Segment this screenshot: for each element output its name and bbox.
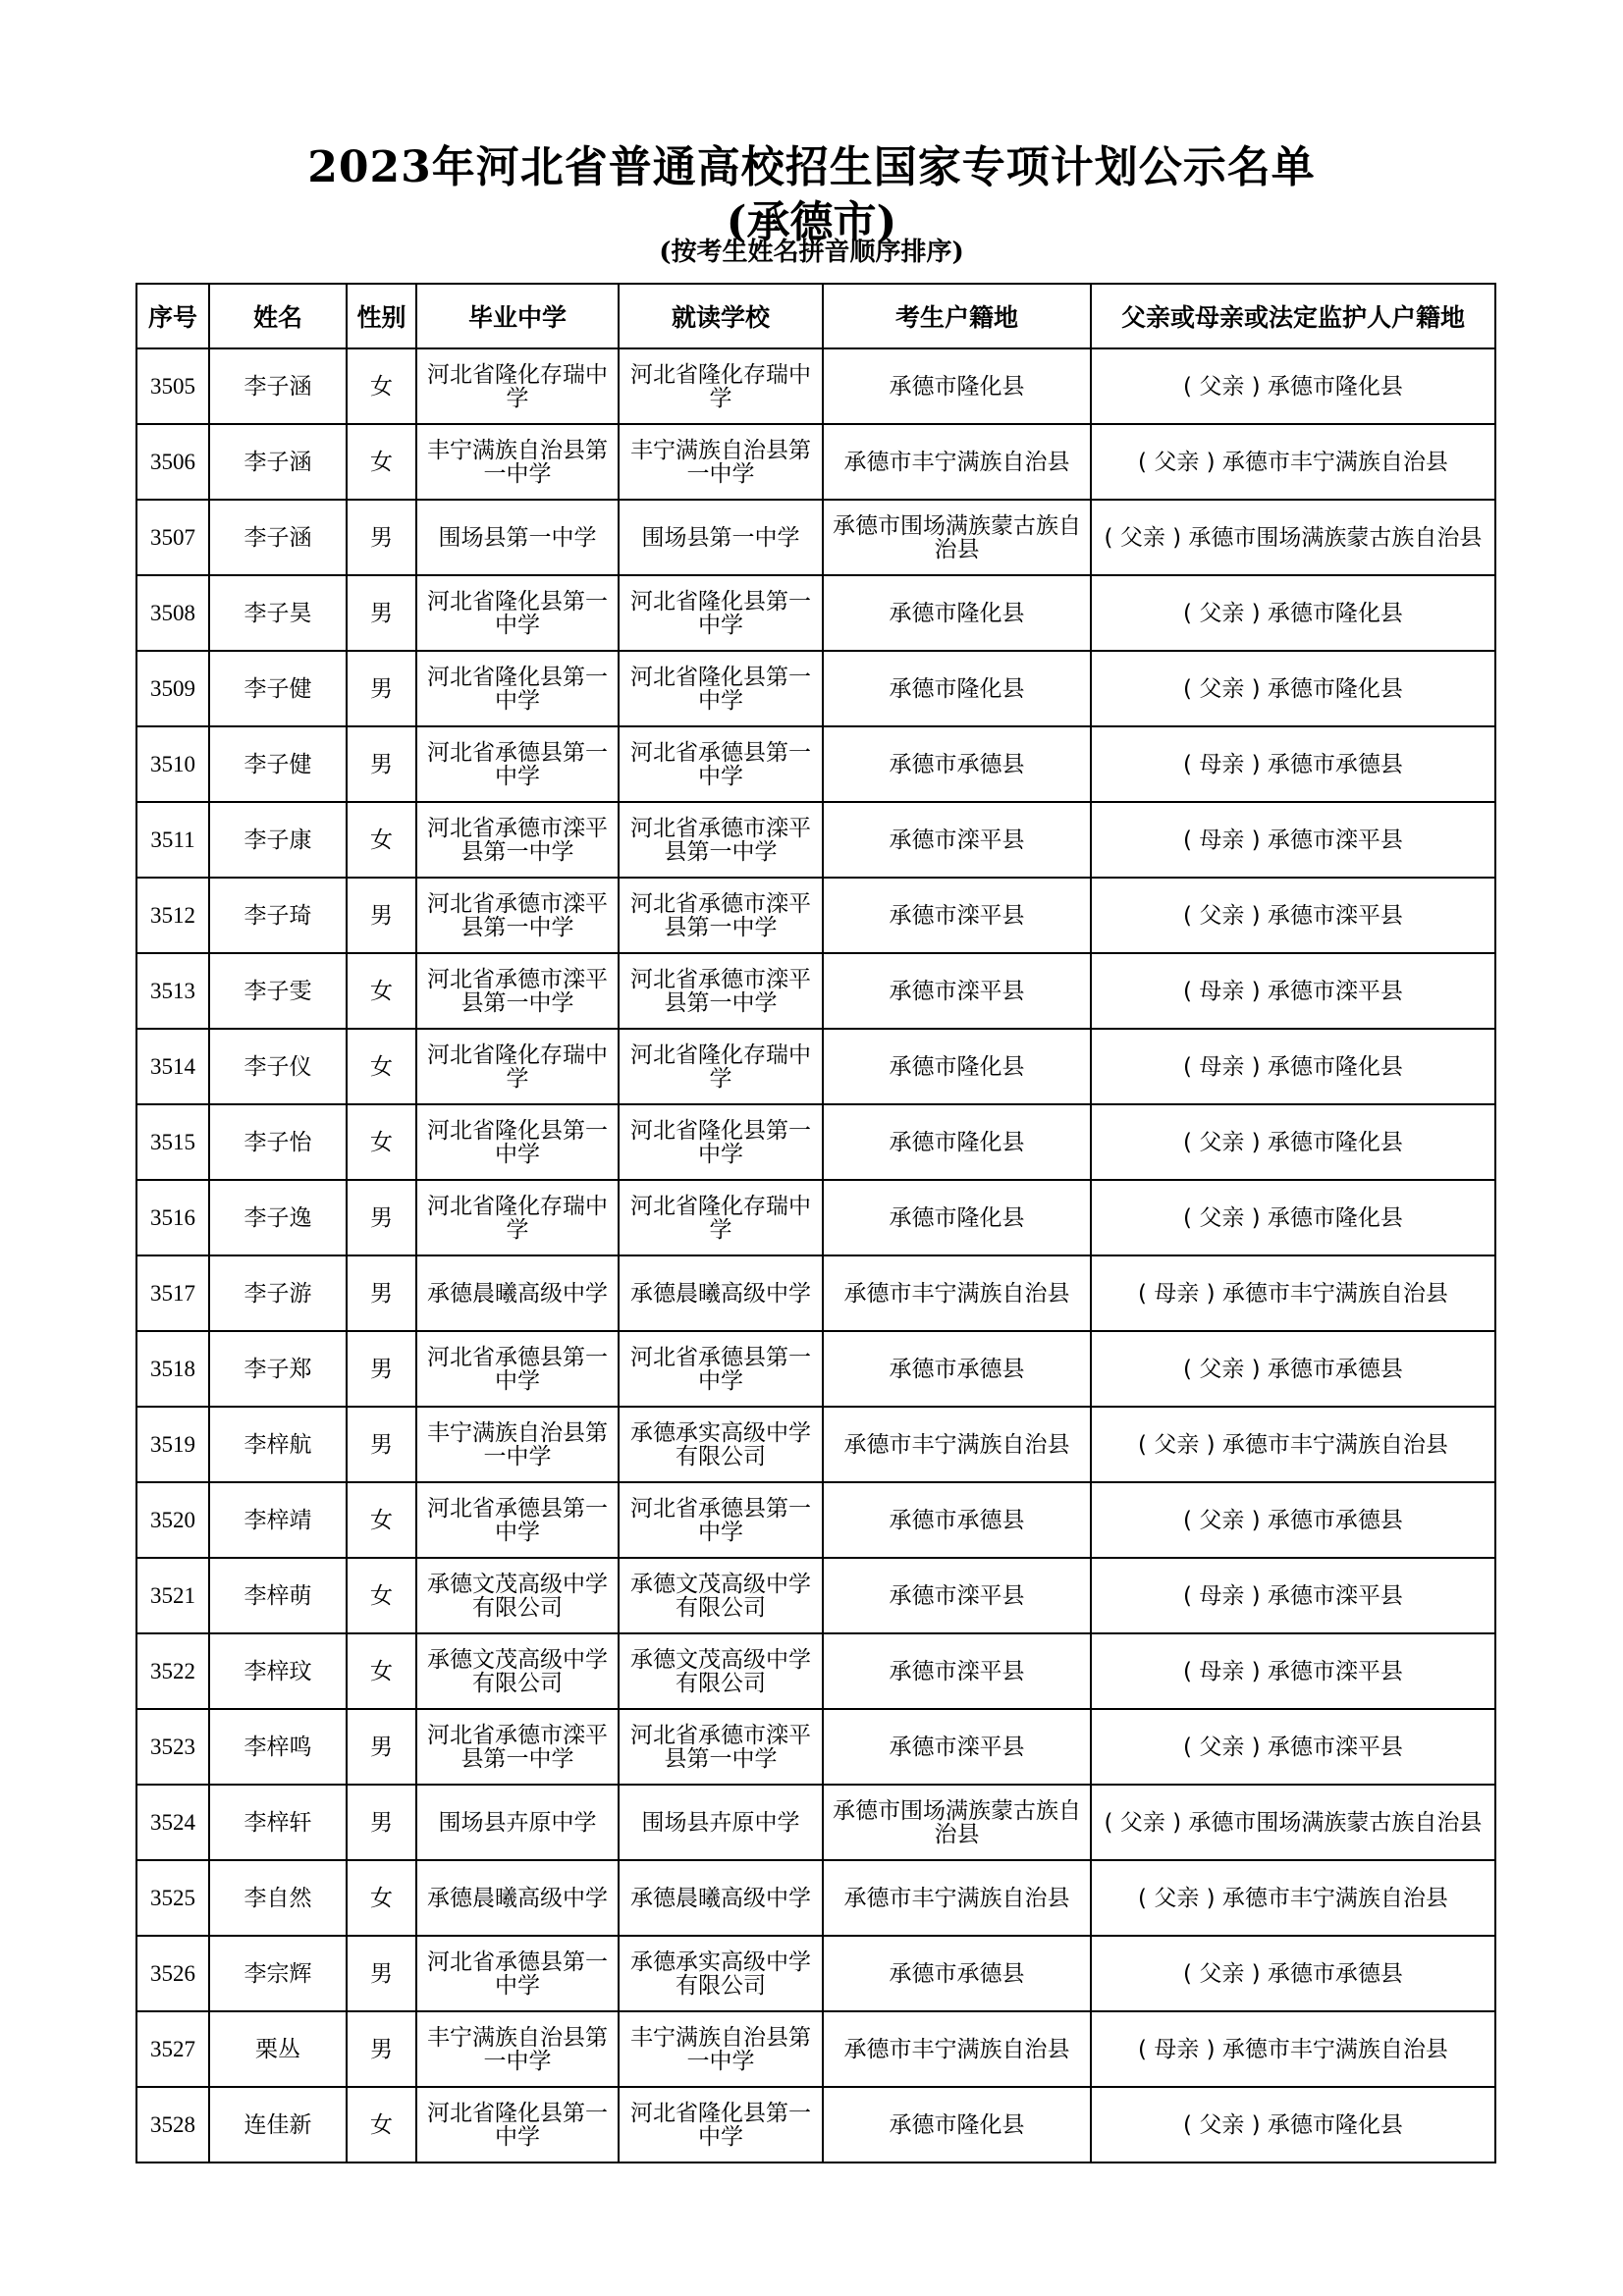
cell-guardian-hukou: ( 父亲 ) 承德市隆化县 bbox=[1091, 1180, 1495, 1255]
cell-name: 李子仪 bbox=[209, 1029, 347, 1104]
cell-guardian-hukou: ( 母亲 ) 承德市丰宁满族自治县 bbox=[1091, 1255, 1495, 1331]
cell-current-school: 河北省承德市滦平县第一中学 bbox=[619, 953, 823, 1029]
cell-index: 3508 bbox=[136, 575, 209, 651]
cell-current-school: 河北省承德县第一中学 bbox=[619, 1482, 823, 1558]
cell-gender: 男 bbox=[347, 878, 416, 953]
table-row bbox=[136, 802, 1495, 878]
cell-graduated-school: 河北省隆化存瑞中学 bbox=[416, 1180, 619, 1255]
cell-current-school: 河北省隆化县第一中学 bbox=[619, 575, 823, 651]
cell-student-hukou: 承德市隆化县 bbox=[823, 1180, 1091, 1255]
cell-name: 李梓靖 bbox=[209, 1482, 347, 1558]
column-header-current-school: 就读学校 bbox=[619, 284, 823, 348]
cell-current-school: 丰宁满族自治县第一中学 bbox=[619, 424, 823, 500]
cell-guardian-hukou: ( 父亲 ) 承德市滦平县 bbox=[1091, 1709, 1495, 1785]
cell-current-school: 河北省承德市滦平县第一中学 bbox=[619, 1709, 823, 1785]
cell-guardian-hukou: ( 父亲 ) 承德市滦平县 bbox=[1091, 878, 1495, 953]
column-header-student-hukou: 考生户籍地 bbox=[823, 284, 1091, 348]
table-header-row bbox=[136, 284, 1495, 348]
cell-student-hukou: 承德市承德县 bbox=[823, 1482, 1091, 1558]
cell-student-hukou: 承德市丰宁满族自治县 bbox=[823, 1407, 1091, 1482]
table-row bbox=[136, 500, 1495, 575]
cell-graduated-school: 河北省隆化存瑞中学 bbox=[416, 348, 619, 424]
cell-gender: 女 bbox=[347, 1104, 416, 1180]
cell-gender: 男 bbox=[347, 500, 416, 575]
cell-index: 3509 bbox=[136, 651, 209, 726]
cell-current-school: 围场县卉原中学 bbox=[619, 1785, 823, 1860]
cell-guardian-hukou: ( 父亲 ) 承德市承德县 bbox=[1091, 1936, 1495, 2011]
table-row bbox=[136, 1785, 1495, 1860]
table-row bbox=[136, 878, 1495, 953]
table-row bbox=[136, 575, 1495, 651]
cell-current-school: 河北省承德县第一中学 bbox=[619, 726, 823, 802]
table-row bbox=[136, 2011, 1495, 2087]
cell-name: 李自然 bbox=[209, 1860, 347, 1936]
table-row bbox=[136, 348, 1495, 424]
cell-student-hukou: 承德市承德县 bbox=[823, 1936, 1091, 2011]
cell-gender: 女 bbox=[347, 953, 416, 1029]
cell-current-school: 河北省隆化县第一中学 bbox=[619, 2087, 823, 2163]
cell-index: 3510 bbox=[136, 726, 209, 802]
cell-guardian-hukou: ( 父亲 ) 承德市围场满族蒙古族自治县 bbox=[1091, 1785, 1495, 1860]
cell-student-hukou: 承德市滦平县 bbox=[823, 802, 1091, 878]
cell-index: 3527 bbox=[136, 2011, 209, 2087]
cell-guardian-hukou: ( 父亲 ) 承德市隆化县 bbox=[1091, 348, 1495, 424]
cell-name: 李子游 bbox=[209, 1255, 347, 1331]
cell-name: 李梓玟 bbox=[209, 1633, 347, 1709]
cell-name: 李梓鸣 bbox=[209, 1709, 347, 1785]
table-row bbox=[136, 1255, 1495, 1331]
cell-current-school: 河北省隆化存瑞中学 bbox=[619, 1029, 823, 1104]
cell-index: 3513 bbox=[136, 953, 209, 1029]
cell-current-school: 河北省承德县第一中学 bbox=[619, 1331, 823, 1407]
roster-table bbox=[135, 283, 1496, 2163]
sort-note: (按考生姓名拼音顺序排序) bbox=[659, 238, 964, 267]
table-body bbox=[136, 348, 1495, 2163]
cell-index: 3518 bbox=[136, 1331, 209, 1407]
cell-index: 3528 bbox=[136, 2087, 209, 2163]
cell-index: 3526 bbox=[136, 1936, 209, 2011]
cell-guardian-hukou: ( 母亲 ) 承德市滦平县 bbox=[1091, 802, 1495, 878]
cell-student-hukou: 承德市隆化县 bbox=[823, 1029, 1091, 1104]
cell-name: 李子昊 bbox=[209, 575, 347, 651]
cell-gender: 女 bbox=[347, 1029, 416, 1104]
table-row bbox=[136, 2087, 1495, 2163]
column-header-name: 姓名 bbox=[209, 284, 347, 348]
column-header-guardian-hukou: 父亲或母亲或法定监护人户籍地 bbox=[1091, 284, 1495, 348]
cell-student-hukou: 承德市滦平县 bbox=[823, 1633, 1091, 1709]
cell-name: 李子健 bbox=[209, 726, 347, 802]
cell-index: 3507 bbox=[136, 500, 209, 575]
cell-current-school: 河北省隆化县第一中学 bbox=[619, 651, 823, 726]
cell-current-school: 河北省隆化县第一中学 bbox=[619, 1104, 823, 1180]
cell-guardian-hukou: ( 父亲 ) 承德市围场满族蒙古族自治县 bbox=[1091, 500, 1495, 575]
cell-gender: 男 bbox=[347, 1936, 416, 2011]
cell-name: 栗丛 bbox=[209, 2011, 347, 2087]
cell-graduated-school: 河北省隆化县第一中学 bbox=[416, 651, 619, 726]
cell-student-hukou: 承德市承德县 bbox=[823, 726, 1091, 802]
cell-student-hukou: 承德市滦平县 bbox=[823, 953, 1091, 1029]
cell-gender: 男 bbox=[347, 1709, 416, 1785]
cell-index: 3512 bbox=[136, 878, 209, 953]
table-row bbox=[136, 1633, 1495, 1709]
cell-student-hukou: 承德市隆化县 bbox=[823, 651, 1091, 726]
cell-name: 李子康 bbox=[209, 802, 347, 878]
column-header-gender: 性别 bbox=[347, 284, 416, 348]
cell-name: 李子健 bbox=[209, 651, 347, 726]
cell-gender: 女 bbox=[347, 1558, 416, 1633]
cell-graduated-school: 河北省隆化县第一中学 bbox=[416, 1104, 619, 1180]
cell-student-hukou: 承德市隆化县 bbox=[823, 575, 1091, 651]
cell-gender: 男 bbox=[347, 1785, 416, 1860]
cell-name: 李宗辉 bbox=[209, 1936, 347, 2011]
cell-graduated-school: 丰宁满族自治县第一中学 bbox=[416, 1407, 619, 1482]
cell-graduated-school: 河北省承德县第一中学 bbox=[416, 1482, 619, 1558]
cell-current-school: 丰宁满族自治县第一中学 bbox=[619, 2011, 823, 2087]
cell-name: 李子琦 bbox=[209, 878, 347, 953]
table-row bbox=[136, 1180, 1495, 1255]
table-row bbox=[136, 1482, 1495, 1558]
cell-student-hukou: 承德市承德县 bbox=[823, 1331, 1091, 1407]
cell-name: 李梓航 bbox=[209, 1407, 347, 1482]
cell-gender: 女 bbox=[347, 802, 416, 878]
cell-graduated-school: 承德文茂高级中学有限公司 bbox=[416, 1633, 619, 1709]
cell-name: 李梓萌 bbox=[209, 1558, 347, 1633]
cell-student-hukou: 承德市丰宁满族自治县 bbox=[823, 1860, 1091, 1936]
cell-graduated-school: 河北省承德市滦平县第一中学 bbox=[416, 802, 619, 878]
table-row bbox=[136, 1104, 1495, 1180]
cell-graduated-school: 河北省隆化县第一中学 bbox=[416, 575, 619, 651]
cell-index: 3516 bbox=[136, 1180, 209, 1255]
cell-guardian-hukou: ( 父亲 ) 承德市丰宁满族自治县 bbox=[1091, 1407, 1495, 1482]
cell-gender: 男 bbox=[347, 651, 416, 726]
cell-gender: 男 bbox=[347, 1180, 416, 1255]
cell-name: 李子雯 bbox=[209, 953, 347, 1029]
cell-gender: 男 bbox=[347, 1255, 416, 1331]
cell-graduated-school: 河北省隆化存瑞中学 bbox=[416, 1029, 619, 1104]
cell-student-hukou: 承德市隆化县 bbox=[823, 1104, 1091, 1180]
cell-index: 3506 bbox=[136, 424, 209, 500]
cell-graduated-school: 围场县第一中学 bbox=[416, 500, 619, 575]
cell-graduated-school: 围场县卉原中学 bbox=[416, 1785, 619, 1860]
table-row bbox=[136, 726, 1495, 802]
cell-current-school: 承德晨曦高级中学 bbox=[619, 1255, 823, 1331]
cell-index: 3519 bbox=[136, 1407, 209, 1482]
cell-current-school: 承德承实高级中学有限公司 bbox=[619, 1407, 823, 1482]
cell-current-school: 河北省隆化存瑞中学 bbox=[619, 1180, 823, 1255]
cell-gender: 男 bbox=[347, 575, 416, 651]
cell-gender: 女 bbox=[347, 424, 416, 500]
column-header-graduated-school: 毕业中学 bbox=[416, 284, 619, 348]
cell-name: 李子怡 bbox=[209, 1104, 347, 1180]
cell-current-school: 承德晨曦高级中学 bbox=[619, 1860, 823, 1936]
cell-index: 3514 bbox=[136, 1029, 209, 1104]
cell-graduated-school: 丰宁满族自治县第一中学 bbox=[416, 2011, 619, 2087]
cell-graduated-school: 承德晨曦高级中学 bbox=[416, 1255, 619, 1331]
cell-current-school: 围场县第一中学 bbox=[619, 500, 823, 575]
cell-name: 李子逸 bbox=[209, 1180, 347, 1255]
cell-index: 3521 bbox=[136, 1558, 209, 1633]
table-row bbox=[136, 1709, 1495, 1785]
cell-guardian-hukou: ( 母亲 ) 承德市丰宁满族自治县 bbox=[1091, 2011, 1495, 2087]
cell-current-school: 承德承实高级中学有限公司 bbox=[619, 1936, 823, 2011]
cell-guardian-hukou: ( 父亲 ) 承德市隆化县 bbox=[1091, 2087, 1495, 2163]
cell-gender: 男 bbox=[347, 2011, 416, 2087]
table-row bbox=[136, 1860, 1495, 1936]
table-row bbox=[136, 424, 1495, 500]
cell-guardian-hukou: ( 父亲 ) 承德市隆化县 bbox=[1091, 1104, 1495, 1180]
cell-index: 3505 bbox=[136, 348, 209, 424]
cell-student-hukou: 承德市隆化县 bbox=[823, 348, 1091, 424]
cell-current-school: 承德文茂高级中学有限公司 bbox=[619, 1558, 823, 1633]
cell-guardian-hukou: ( 父亲 ) 承德市承德县 bbox=[1091, 1331, 1495, 1407]
cell-guardian-hukou: ( 母亲 ) 承德市滦平县 bbox=[1091, 1558, 1495, 1633]
cell-name: 李子涵 bbox=[209, 500, 347, 575]
cell-gender: 女 bbox=[347, 1860, 416, 1936]
cell-index: 3520 bbox=[136, 1482, 209, 1558]
cell-graduated-school: 承德文茂高级中学有限公司 bbox=[416, 1558, 619, 1633]
cell-gender: 男 bbox=[347, 726, 416, 802]
cell-name: 李子涵 bbox=[209, 424, 347, 500]
cell-gender: 女 bbox=[347, 348, 416, 424]
cell-student-hukou: 承德市丰宁满族自治县 bbox=[823, 424, 1091, 500]
cell-gender: 女 bbox=[347, 1633, 416, 1709]
cell-graduated-school: 河北省承德市滦平县第一中学 bbox=[416, 953, 619, 1029]
cell-guardian-hukou: ( 母亲 ) 承德市承德县 bbox=[1091, 726, 1495, 802]
cell-guardian-hukou: ( 父亲 ) 承德市丰宁满族自治县 bbox=[1091, 424, 1495, 500]
cell-student-hukou: 承德市丰宁满族自治县 bbox=[823, 2011, 1091, 2087]
cell-guardian-hukou: ( 母亲 ) 承德市隆化县 bbox=[1091, 1029, 1495, 1104]
table-row bbox=[136, 1936, 1495, 2011]
cell-guardian-hukou: ( 父亲 ) 承德市承德县 bbox=[1091, 1482, 1495, 1558]
column-header-index: 序号 bbox=[136, 284, 209, 348]
table-row bbox=[136, 651, 1495, 726]
cell-guardian-hukou: ( 父亲 ) 承德市丰宁满族自治县 bbox=[1091, 1860, 1495, 1936]
cell-gender: 女 bbox=[347, 2087, 416, 2163]
cell-graduated-school: 丰宁满族自治县第一中学 bbox=[416, 424, 619, 500]
cell-graduated-school: 河北省承德县第一中学 bbox=[416, 1331, 619, 1407]
cell-index: 3511 bbox=[136, 802, 209, 878]
cell-index: 3517 bbox=[136, 1255, 209, 1331]
cell-student-hukou: 承德市围场满族蒙古族自治县 bbox=[823, 500, 1091, 575]
cell-guardian-hukou: ( 母亲 ) 承德市滦平县 bbox=[1091, 953, 1495, 1029]
cell-index: 3515 bbox=[136, 1104, 209, 1180]
cell-gender: 男 bbox=[347, 1407, 416, 1482]
cell-name: 李子郑 bbox=[209, 1331, 347, 1407]
cell-guardian-hukou: ( 父亲 ) 承德市隆化县 bbox=[1091, 651, 1495, 726]
cell-student-hukou: 承德市丰宁满族自治县 bbox=[823, 1255, 1091, 1331]
cell-gender: 女 bbox=[347, 1482, 416, 1558]
cell-current-school: 河北省承德市滦平县第一中学 bbox=[619, 878, 823, 953]
cell-current-school: 河北省承德市滦平县第一中学 bbox=[619, 802, 823, 878]
cell-student-hukou: 承德市滦平县 bbox=[823, 1709, 1091, 1785]
table-row bbox=[136, 953, 1495, 1029]
cell-name: 李梓轩 bbox=[209, 1785, 347, 1860]
table-row bbox=[136, 1029, 1495, 1104]
cell-graduated-school: 河北省承德市滦平县第一中学 bbox=[416, 878, 619, 953]
cell-current-school: 承德文茂高级中学有限公司 bbox=[619, 1633, 823, 1709]
page-subtitle: (承德市) bbox=[726, 197, 897, 247]
cell-gender: 男 bbox=[347, 1331, 416, 1407]
table-row bbox=[136, 1407, 1495, 1482]
cell-index: 3523 bbox=[136, 1709, 209, 1785]
cell-guardian-hukou: ( 母亲 ) 承德市滦平县 bbox=[1091, 1633, 1495, 1709]
table-row bbox=[136, 1558, 1495, 1633]
cell-name: 连佳新 bbox=[209, 2087, 347, 2163]
cell-student-hukou: 承德市围场满族蒙古族自治县 bbox=[823, 1785, 1091, 1860]
cell-graduated-school: 承德晨曦高级中学 bbox=[416, 1860, 619, 1936]
cell-graduated-school: 河北省承德县第一中学 bbox=[416, 726, 619, 802]
cell-guardian-hukou: ( 父亲 ) 承德市隆化县 bbox=[1091, 575, 1495, 651]
cell-student-hukou: 承德市滦平县 bbox=[823, 878, 1091, 953]
cell-student-hukou: 承德市隆化县 bbox=[823, 2087, 1091, 2163]
cell-current-school: 河北省隆化存瑞中学 bbox=[619, 348, 823, 424]
cell-index: 3522 bbox=[136, 1633, 209, 1709]
cell-index: 3524 bbox=[136, 1785, 209, 1860]
cell-graduated-school: 河北省隆化县第一中学 bbox=[416, 2087, 619, 2163]
table-row bbox=[136, 1331, 1495, 1407]
cell-index: 3525 bbox=[136, 1860, 209, 1936]
cell-name: 李子涵 bbox=[209, 348, 347, 424]
cell-student-hukou: 承德市滦平县 bbox=[823, 1558, 1091, 1633]
cell-graduated-school: 河北省承德市滦平县第一中学 bbox=[416, 1709, 619, 1785]
cell-graduated-school: 河北省承德县第一中学 bbox=[416, 1936, 619, 2011]
page-title: 2023年河北省普通高校招生国家专项计划公示名单 bbox=[307, 142, 1316, 192]
